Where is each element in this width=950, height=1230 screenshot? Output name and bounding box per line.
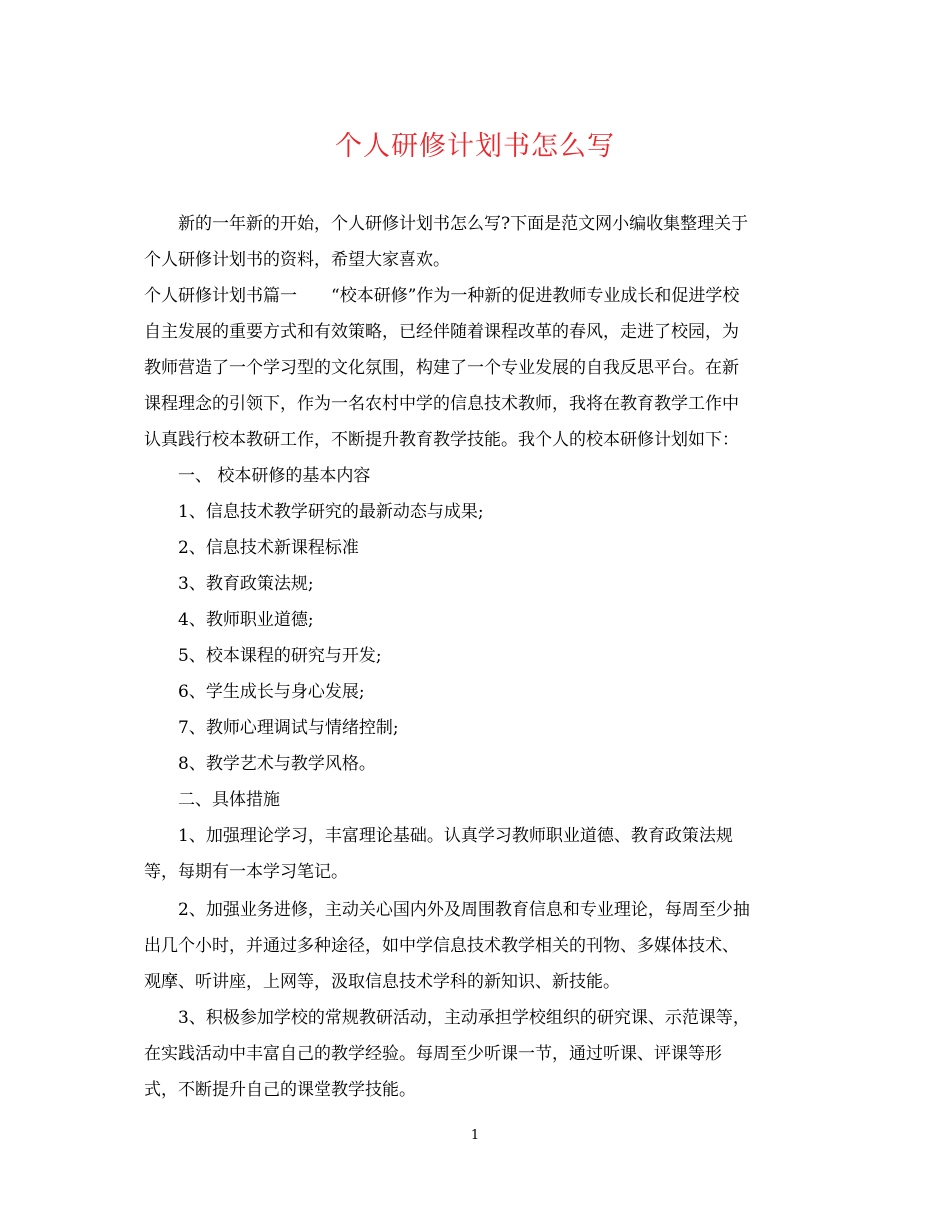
- list-item: 7、教师心理调试与情绪控制;: [178, 718, 399, 738]
- paragraph-line: 等，每期有一本学习笔记。: [144, 862, 348, 882]
- list-item: 6、学生成长与身心发展;: [178, 682, 365, 702]
- paragraph-line: 3、积极参加学校的常规教研活动，主动承担学校组织的研究课、示范课等，: [178, 1008, 750, 1028]
- paragraph-line: 2、加强业务进修，主动关心国内外及周围教育信息和专业理论，每周至少抽: [178, 900, 750, 920]
- paragraph-line: 个人研修计划书篇一 “校本研修”作为一种新的促进教师专业成长和促进学校: [144, 286, 740, 306]
- list-item: 1、信息技术教学研究的最新动态与成果;: [178, 502, 484, 522]
- list-item: 8、教学艺术与教学风格。: [178, 754, 376, 774]
- paragraph-line: 1、加强理论学习，丰富理论基础。认真学习教师职业道德、教育政策法规: [178, 826, 733, 846]
- list-item: 2、信息技术新课程标准: [178, 538, 359, 558]
- paragraph-line: 出几个小时，并通过多种途径，如中学信息技术教学相关的刊物、多媒体技术、: [144, 936, 739, 956]
- paragraph-line: 教师营造了一个学习型的文化氛围，构建了一个专业发展的自我反思平台。在新: [144, 358, 739, 378]
- paragraph-line: 自主发展的重要方式和有效策略，已经伴随着课程改革的春风，走进了校园，为: [144, 322, 739, 342]
- section-heading: 一、 校本研修的基本内容: [178, 466, 371, 486]
- paragraph-line: 认真践行校本教研工作，不断提升教育教学技能。我个人的校本研修计划如下：: [144, 430, 739, 450]
- paragraph-line: 新的一年新的开始，个人研修计划书怎么写?下面是范文网小编收集整理关于: [178, 214, 749, 234]
- paragraph-line: 在实践活动中丰富自己的教学经验。每周至少听课一节，通过听课、评课等形: [144, 1044, 722, 1064]
- paragraph-line: 课程理念的引领下，作为一名农村中学的信息技术教师，我将在教育教学工作中: [144, 394, 739, 414]
- list-item: 4、教师职业道德;: [178, 610, 314, 630]
- page-number: 1: [470, 1128, 480, 1143]
- paragraph-line: 个人研修计划书的资料，希望大家喜欢。: [144, 250, 450, 270]
- paragraph-line: 式，不断提升自己的课堂教学技能。: [144, 1080, 416, 1100]
- list-item: 5、校本课程的研究与开发;: [178, 646, 382, 666]
- section-heading: 二、具体措施: [178, 790, 280, 810]
- page-title: 个人研修计划书怎么写: [335, 131, 615, 162]
- paragraph-line: 观摩、听讲座，上网等，汲取信息技术学科的新知识、新技能。: [144, 972, 620, 992]
- list-item: 3、教育政策法规;: [178, 574, 314, 594]
